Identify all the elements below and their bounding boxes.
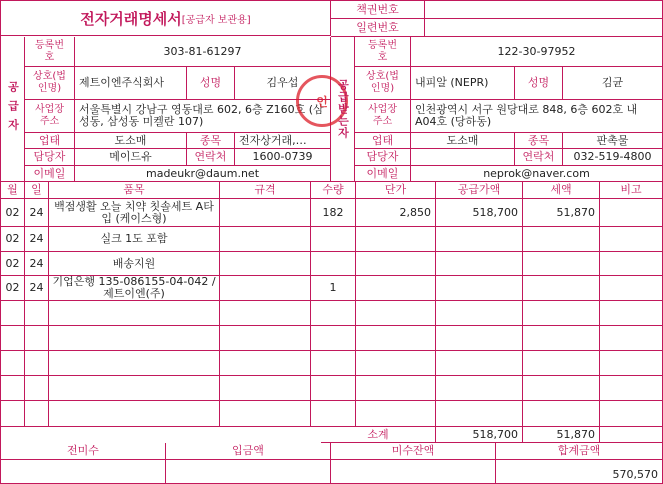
grand-total-value: 570,570 bbox=[612, 468, 658, 481]
supplier-side-text: 공급자 bbox=[6, 80, 20, 138]
supplier-email-label: 이메일 bbox=[25, 166, 75, 182]
supplier-biztype-label: 업태 bbox=[25, 133, 75, 149]
item-row-1-tax: 51,870 bbox=[523, 199, 600, 227]
col-header-spec: 규격 bbox=[220, 182, 311, 199]
book-no-value bbox=[425, 1, 662, 19]
recipient-contact-value: 032-519-4800 bbox=[563, 149, 662, 166]
item-row-4-spec bbox=[220, 276, 311, 301]
empty-row-8-note bbox=[600, 376, 662, 401]
empty-row-7-month bbox=[1, 351, 25, 376]
recipient-address-value: 인천광역시 서구 원당대로 848, 6층 602호 내 A04호 (당하동) bbox=[411, 100, 662, 133]
supplier-reg-value: 303-81-61297 bbox=[75, 37, 331, 67]
empty-row-8-spec bbox=[220, 376, 311, 401]
empty-row-8-item bbox=[49, 376, 220, 401]
page-subtitle: [공급자 보관용] bbox=[181, 14, 251, 26]
recipient-name-value: 김균 bbox=[563, 67, 662, 100]
empty-row-9-month bbox=[1, 401, 25, 427]
col-header-month: 월 bbox=[1, 182, 25, 199]
empty-row-5-note bbox=[600, 301, 662, 326]
item-row-3-tax bbox=[523, 252, 600, 276]
empty-row-7-note bbox=[600, 351, 662, 376]
item-row-1-day: 24 bbox=[25, 199, 49, 227]
supplier-email-value: madeukr@daum.net bbox=[75, 166, 331, 182]
supplier-reg-label: 등록번호 bbox=[25, 37, 75, 67]
col-header-item: 품목 bbox=[49, 182, 220, 199]
unpaid-after-value bbox=[331, 460, 496, 483]
empty-row-9-day bbox=[25, 401, 49, 427]
recipient-manager-value bbox=[411, 149, 515, 166]
supplier-contact-value: 1600-0739 bbox=[235, 149, 331, 166]
recipient-bizitem-label: 종목 bbox=[515, 133, 563, 149]
item-row-2-price bbox=[356, 227, 436, 252]
empty-row-6-month bbox=[1, 326, 25, 351]
empty-row-9-qty bbox=[311, 401, 356, 427]
recipient-company-label: 상호(법인명) bbox=[355, 67, 411, 100]
item-row-4-tax bbox=[523, 276, 600, 301]
item-row-2-note bbox=[600, 227, 662, 252]
empty-row-6-qty bbox=[311, 326, 356, 351]
empty-row-6-note bbox=[600, 326, 662, 351]
empty-row-6-day bbox=[25, 326, 49, 351]
empty-row-9-note bbox=[600, 401, 662, 427]
item-row-3-price bbox=[356, 252, 436, 276]
col-header-supply: 공급가액 bbox=[436, 182, 523, 199]
empty-row-5-supply bbox=[436, 301, 523, 326]
book-no-label: 책권번호 bbox=[331, 1, 425, 19]
empty-row-5-qty bbox=[311, 301, 356, 326]
item-row-1-note bbox=[600, 199, 662, 227]
supplier-bizitem-label: 종목 bbox=[187, 133, 235, 149]
col-header-qty: 수량 bbox=[311, 182, 356, 199]
recipient-email-label: 이메일 bbox=[355, 166, 411, 182]
item-row-1-supply: 518,700 bbox=[436, 199, 523, 227]
item-row-2-tax bbox=[523, 227, 600, 252]
supplier-contact-label: 연락처 bbox=[187, 149, 235, 166]
subtotal-note bbox=[600, 427, 662, 443]
recipient-bizitem-value: 판촉물 bbox=[563, 133, 662, 149]
item-row-2-item: 실크 1도 포함 bbox=[49, 227, 220, 252]
recipient-name-label: 성명 bbox=[515, 67, 563, 100]
received-label: 입금액 bbox=[166, 443, 331, 460]
item-row-4-month: 02 bbox=[1, 276, 25, 301]
col-header-price: 단가 bbox=[356, 182, 436, 199]
supplier-side-label bbox=[1, 37, 25, 182]
item-row-2-qty bbox=[311, 227, 356, 252]
recipient-biztype-value: 도소매 bbox=[411, 133, 515, 149]
supplier-company-value: 제트이엔주식회사 bbox=[75, 67, 187, 100]
item-row-4-qty: 1 bbox=[311, 276, 356, 301]
document-title-area bbox=[1, 1, 331, 36]
supplier-biztype-value: 도소매 bbox=[75, 133, 187, 149]
item-row-4-note bbox=[600, 276, 662, 301]
col-header-day: 일 bbox=[25, 182, 49, 199]
col-header-tax: 세액 bbox=[523, 182, 600, 199]
empty-row-5-item bbox=[49, 301, 220, 326]
empty-row-7-spec bbox=[220, 351, 311, 376]
subtotal-supply: 518,700 bbox=[436, 427, 523, 443]
grand-total-label: 합계금액 bbox=[496, 443, 662, 460]
empty-row-7-item bbox=[49, 351, 220, 376]
item-row-3-month: 02 bbox=[1, 252, 25, 276]
empty-row-9-supply bbox=[436, 401, 523, 427]
subtotal-tax: 51,870 bbox=[523, 427, 600, 443]
item-row-1-item: 백점생활 오늘 치약 칫솔세트 A타입 (케이스형) bbox=[49, 199, 220, 227]
unpaid-before-value bbox=[1, 460, 166, 483]
empty-row-5-day bbox=[25, 301, 49, 326]
empty-row-8-qty bbox=[311, 376, 356, 401]
received-value bbox=[166, 460, 331, 483]
item-row-4-supply bbox=[436, 276, 523, 301]
empty-row-7-qty bbox=[311, 351, 356, 376]
empty-row-9-tax bbox=[523, 401, 600, 427]
serial-no-value bbox=[425, 19, 662, 37]
empty-row-5-month bbox=[1, 301, 25, 326]
unpaid-after-label: 미수잔액 bbox=[331, 443, 496, 460]
supplier-bizitem-value: 전자상거래,… bbox=[235, 133, 331, 149]
empty-row-9-item bbox=[49, 401, 220, 427]
empty-row-5-price bbox=[356, 301, 436, 326]
recipient-side-text: 공급받는자 bbox=[336, 79, 350, 139]
item-row-3-note bbox=[600, 252, 662, 276]
page-title: 전자거래명세서 bbox=[80, 9, 182, 28]
item-row-3-item: 배송지원 bbox=[49, 252, 220, 276]
supplier-address-value: 서울특별시 강남구 영동대로 602, 6층 Z160호 (삼성동, 삼성동 미켈란 107) bbox=[75, 100, 331, 133]
supplier-name-label: 성명 bbox=[187, 67, 235, 100]
item-row-1-qty: 182 bbox=[311, 199, 356, 227]
supplier-company-label: 상호(법인명) bbox=[25, 67, 75, 100]
serial-no-label: 일련번호 bbox=[331, 19, 425, 37]
empty-row-7-price bbox=[356, 351, 436, 376]
empty-row-5-tax bbox=[523, 301, 600, 326]
recipient-side-label bbox=[331, 37, 355, 182]
recipient-biztype-label: 업태 bbox=[355, 133, 411, 149]
empty-row-8-day bbox=[25, 376, 49, 401]
item-row-4-day: 24 bbox=[25, 276, 49, 301]
empty-row-7-supply bbox=[436, 351, 523, 376]
item-row-1-price: 2,850 bbox=[356, 199, 436, 227]
empty-row-8-price bbox=[356, 376, 436, 401]
empty-row-8-supply bbox=[436, 376, 523, 401]
item-row-2-day: 24 bbox=[25, 227, 49, 252]
recipient-contact-label: 연락처 bbox=[515, 149, 563, 166]
item-row-3-qty bbox=[311, 252, 356, 276]
item-row-2-month: 02 bbox=[1, 227, 25, 252]
item-row-3-day: 24 bbox=[25, 252, 49, 276]
subtotal-label: 소계 bbox=[321, 427, 436, 443]
supplier-manager-label: 담당자 bbox=[25, 149, 75, 166]
empty-row-7-day bbox=[25, 351, 49, 376]
recipient-email-value: neprok@naver.com bbox=[411, 166, 662, 182]
col-header-note: 비고 bbox=[600, 182, 662, 199]
empty-row-8-tax bbox=[523, 376, 600, 401]
empty-row-8-month bbox=[1, 376, 25, 401]
recipient-manager-label: 담당자 bbox=[355, 149, 411, 166]
item-row-4-price bbox=[356, 276, 436, 301]
supplier-manager-value: 메이드유 bbox=[75, 149, 187, 166]
item-row-2-spec bbox=[220, 227, 311, 252]
item-row-1-spec bbox=[220, 199, 311, 227]
unpaid-before-label: 전미수 bbox=[1, 443, 166, 460]
empty-row-9-price bbox=[356, 401, 436, 427]
recipient-reg-value: 122-30-97952 bbox=[411, 37, 662, 67]
empty-row-6-item bbox=[49, 326, 220, 351]
empty-row-6-spec bbox=[220, 326, 311, 351]
empty-row-6-supply bbox=[436, 326, 523, 351]
empty-row-5-spec bbox=[220, 301, 311, 326]
supplier-address-label: 사업장주소 bbox=[25, 100, 75, 133]
item-row-4-item: 기업은행 135-086155-04-042 / 제트이엔(주) bbox=[49, 276, 220, 301]
recipient-company-value: 내피알 (NEPR) bbox=[411, 67, 515, 100]
empty-row-6-tax bbox=[523, 326, 600, 351]
supplier-name-value: 김우섭 bbox=[235, 67, 331, 100]
empty-row-7-tax bbox=[523, 351, 600, 376]
item-row-2-supply bbox=[436, 227, 523, 252]
empty-row-9-spec bbox=[220, 401, 311, 427]
recipient-address-label: 사업장주소 bbox=[355, 100, 411, 133]
recipient-reg-label: 등록번호 bbox=[355, 37, 411, 67]
item-row-3-spec bbox=[220, 252, 311, 276]
item-row-1-month: 02 bbox=[1, 199, 25, 227]
empty-row-6-price bbox=[356, 326, 436, 351]
item-row-3-supply bbox=[436, 252, 523, 276]
seal-text: 인 bbox=[316, 94, 328, 109]
